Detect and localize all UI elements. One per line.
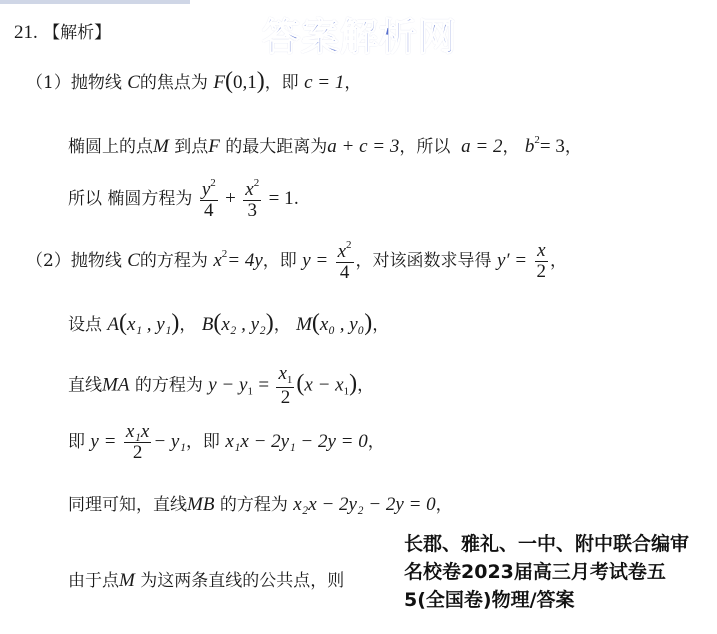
math: 4 [204, 199, 214, 221]
text: . [293, 188, 299, 209]
question-header [14, 18, 111, 44]
part2-line2: 设点 A(x₁ , y₁)， B(x₂ , y₂)， M(x₀ , y₀)， [68, 310, 390, 336]
math: y [201, 179, 211, 200]
fraction: $\frac{x^2}{3}$ [245, 177, 260, 221]
part-label: （2） [26, 250, 71, 271]
part1-line3 [68, 178, 299, 221]
math: F [213, 72, 225, 93]
math: F [208, 136, 220, 157]
math: x [535, 241, 549, 262]
text: ， [344, 73, 362, 93]
text: ，即 [264, 73, 299, 93]
text: ，对该函数求导得 [355, 250, 492, 271]
math: x₁x − 2y₁ − 2y = 0 [225, 430, 368, 452]
text: ， [435, 495, 453, 515]
text: 直线 [68, 375, 102, 396]
math: = 3 [539, 136, 565, 157]
watermark: 答案解析网 [262, 15, 458, 59]
math: x − x [304, 374, 344, 396]
text: 到点 [174, 137, 209, 157]
math: 2 [280, 386, 291, 408]
math: b [524, 136, 535, 157]
text: 设点 [68, 315, 102, 335]
text: 椭圆上的点 [68, 137, 153, 157]
part2-line6 [68, 566, 344, 592]
text: ， [564, 137, 582, 157]
math: c = 1 [304, 72, 345, 93]
math: x₀ , y₀ [319, 314, 365, 335]
text: 为这两条直线的公共点，则 [140, 571, 345, 591]
math: y = [90, 430, 117, 452]
math: M [296, 314, 312, 335]
math: 0,1 [232, 72, 257, 93]
math: x [245, 179, 254, 200]
text: 同理可知，直线 [68, 495, 187, 515]
math: 3 [247, 199, 257, 221]
text: 的方程为 [219, 495, 288, 515]
part2-line4 [68, 422, 385, 463]
question-number: 21. [14, 22, 38, 43]
math: 2 [536, 260, 547, 282]
text: 的最大距离为 [225, 137, 328, 157]
math: + [225, 187, 236, 209]
math: C [127, 249, 140, 271]
math: = 1 [268, 187, 294, 209]
text: ， [372, 315, 390, 335]
math: = 4y [227, 249, 263, 271]
math: x [278, 363, 287, 384]
math: x₂x − 2y₂ − 2y = 0 [293, 494, 436, 515]
math: x₂ , y₂ [221, 314, 266, 335]
fraction: $\frac{y^2}{4}$ [201, 177, 216, 221]
math: 2 [132, 441, 143, 463]
text: ，即 [185, 431, 220, 452]
text: 由于点 [68, 571, 119, 591]
math: MB [187, 494, 215, 515]
text: ， [550, 250, 568, 271]
part2-line1: （2）抛物线 C的方程为 $x^2= 4y$，即 y = $\frac{x^2}{4}$ ，对该函数求导得 y′ = $\frac{x}{2}$ ， [26, 239, 568, 283]
part-label: （1） [26, 73, 71, 93]
math: a = 2 [461, 136, 503, 157]
math: B [201, 314, 214, 335]
overlay-caption [404, 530, 716, 614]
text: 所以 椭圆方程为 [68, 188, 193, 209]
text: ， [367, 431, 385, 452]
top-bar [0, 0, 190, 4]
fraction: $\frac{x_1}{2}$ [278, 363, 293, 408]
text: ，所以 [399, 137, 451, 157]
text: 抛物线 [70, 250, 122, 271]
math: x₁ , y₁ [127, 314, 172, 335]
math: y = [302, 249, 329, 271]
fraction: $\frac{x^2}{4}$ [337, 239, 352, 283]
math: MA [102, 374, 130, 396]
math: = [258, 374, 270, 396]
overlay-line: 5(全国卷)物理/答案 [404, 589, 575, 611]
math: x₁x [125, 421, 150, 442]
math: 4 [339, 261, 350, 283]
overlay-line: 长郡、雅礼、一中、附中联合编审 [404, 533, 690, 555]
text: ， [357, 375, 375, 396]
text: 抛物线 [70, 73, 122, 93]
text: ，即 [262, 250, 297, 271]
math: − y₁ [153, 430, 186, 452]
part1-line2: 椭圆上的点M 到点F 的最大距离为a + c = 3，所以 a = 2， $b^2= 3$， [68, 134, 582, 157]
math: a + c = 3 [327, 136, 400, 157]
fraction [535, 241, 549, 282]
overlay-line: 名校卷2023届高三月考试卷五 [404, 561, 666, 583]
part1-line1: （1）抛物线 C的焦点为 F(0,1)，即 c = 1， [26, 68, 362, 94]
part2-line3: 直线MA 的方程为 $y - y_1$ = $\frac{x_1}{2}$ $(x - x_1)$， [68, 363, 375, 408]
text: 的方程为 [134, 375, 203, 396]
math: M [153, 136, 169, 157]
text: ， [502, 137, 520, 157]
part2-line5 [68, 490, 453, 516]
text: 的方程为 [139, 250, 208, 271]
math: A [107, 314, 120, 335]
text: 的焦点为 [139, 73, 208, 93]
math: y − y [208, 374, 248, 396]
analysis-tag: 【解析】 [43, 23, 112, 43]
math: C [127, 72, 140, 93]
text: 即 [68, 431, 85, 452]
fraction [124, 422, 151, 463]
math: M [119, 570, 135, 591]
math: y′ = [496, 249, 528, 271]
